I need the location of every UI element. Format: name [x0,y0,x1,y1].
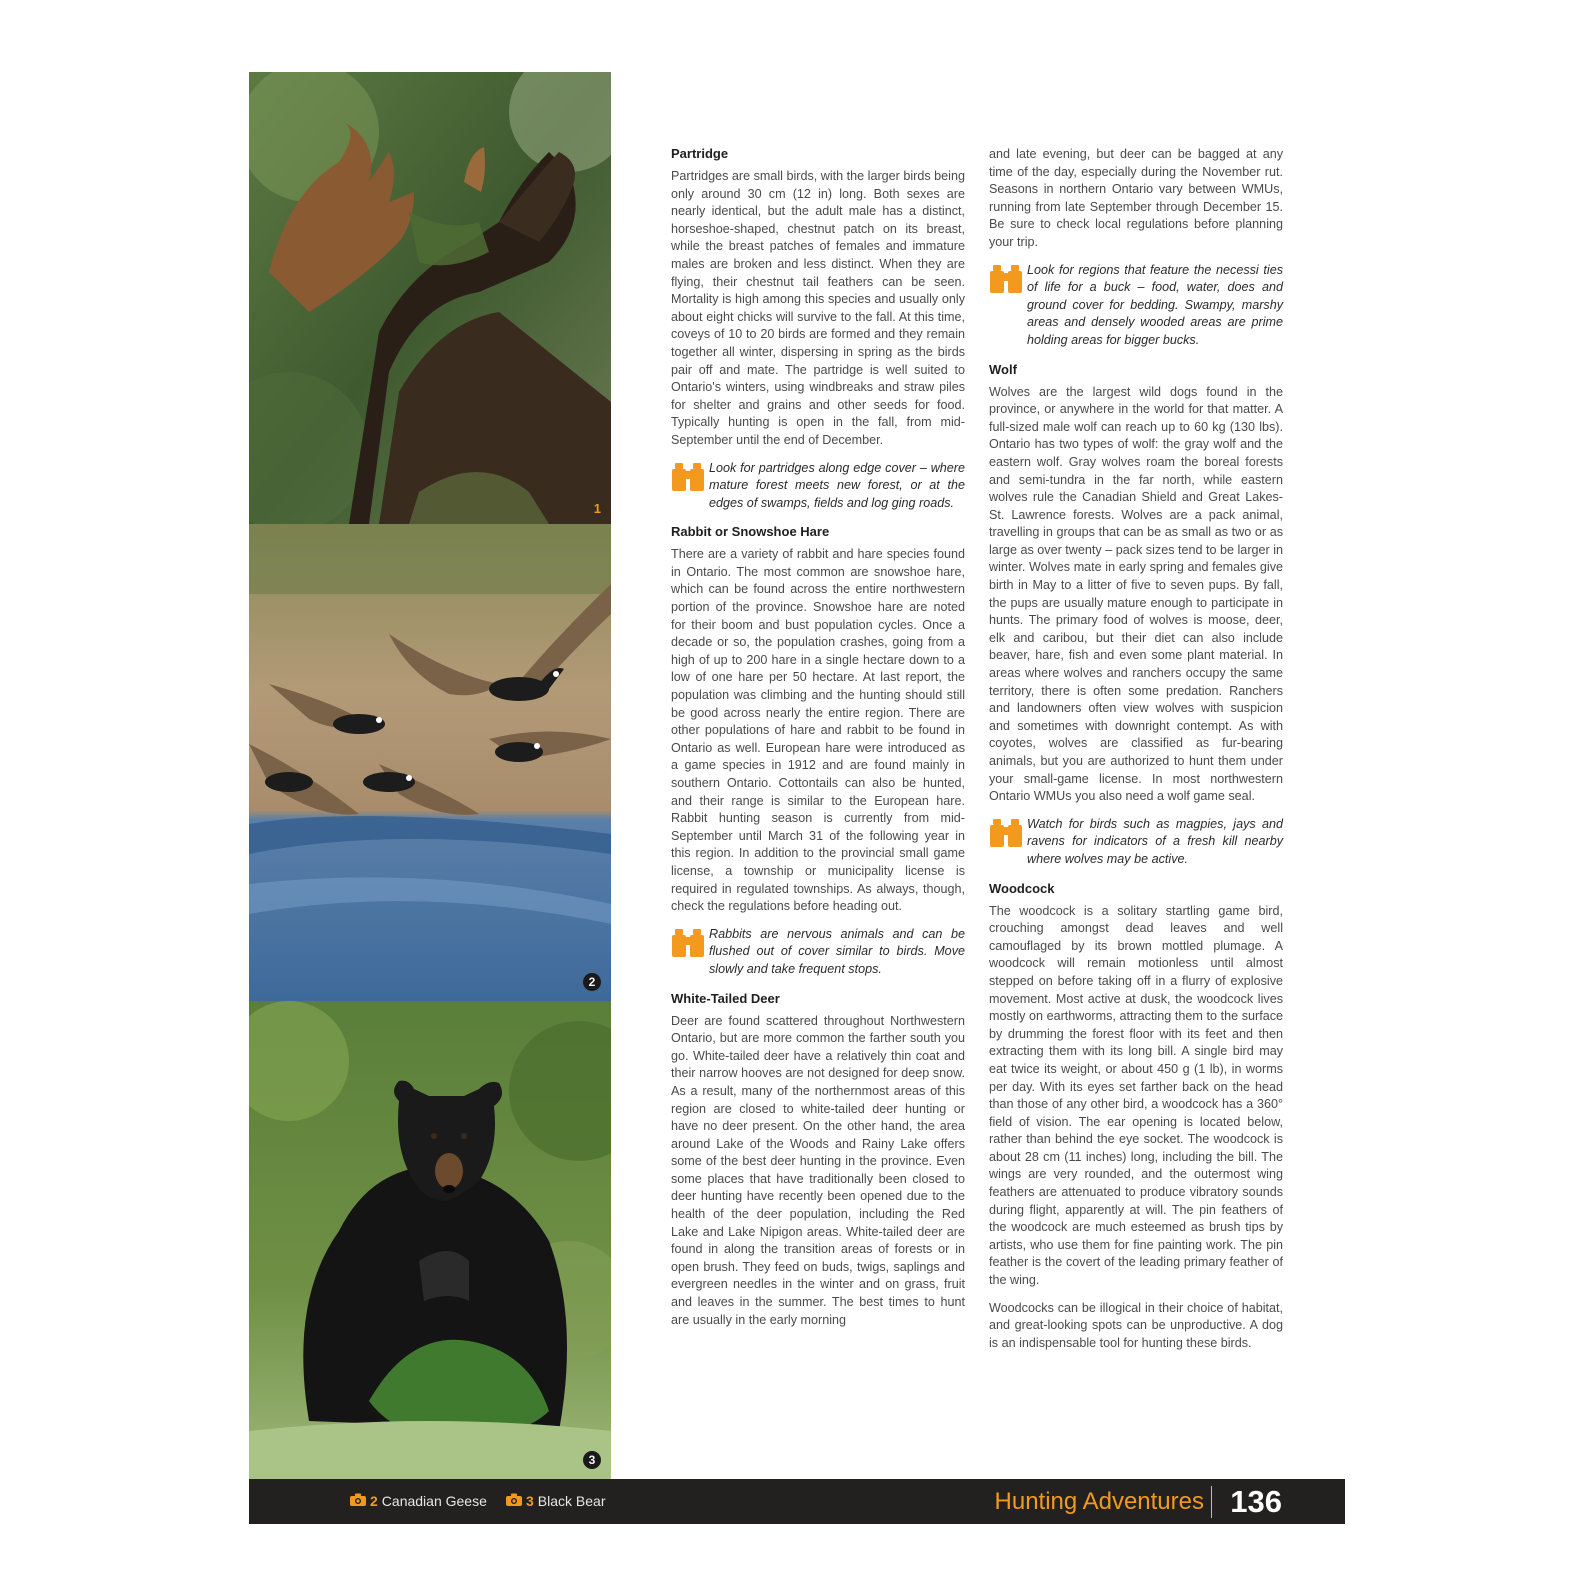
footer-divider [1211,1486,1212,1518]
credit-label: Black Bear [537,1493,606,1509]
photo-moose [249,72,611,524]
photo-canadian-geese [249,524,611,1001]
binoculars-icon [989,262,1027,350]
photo-number-1: 1 [593,501,601,516]
tip-deer [989,262,1283,350]
section-title: Hunting Adventures [994,1488,1204,1515]
page-footer [249,1479,1345,1524]
photo-credit-3 [506,1493,606,1509]
tip-rabbit [671,926,965,979]
text-column-2 [989,146,1283,1362]
heading-rabbit: Rabbit or Snowshoe Hare [671,524,830,540]
credit-label: Canadian Geese [381,1493,487,1509]
photo-number-2: 2 [583,973,601,991]
heading-partridge: Partridge [671,146,729,161]
tip-partridge [671,460,965,513]
tip-text: Watch for birds such as magpies, jays and ravens for indicators of a fresh kill nearby where wolves may be active. [1027,816,1283,866]
binoculars-icon [671,926,709,979]
photo-black-bear [249,1001,611,1479]
body-partridge: Partridges are small birds, with the larger birds being only around 30 cm (12 in) long. Both sexes are nearly identical, but the adult male has a distinct, horseshoe-shaped, chestnut patch on its breast, while the breast patches of females and immature males are broken and less distinct. When they are flying, their chestnut tail feathers can be seen. Mortality is high among this species and usually only about eight chicks will survive to the fall. At this time, coveys of 10 to 20 birds are formed and they remain together all winter, dispersing in spring as the birds pair off and mate. The partridge is well suited to Ontario's winters, using windbreaks and straw piles for shelter and grains and other seeds for food. Typically hunting is open in the fall, from mid-September until the end of December. [671,169,965,447]
tip-wolf [989,816,1283,869]
camera-icon [350,1493,366,1509]
body-woodcock-2: Woodcocks can be illogical in their choice of habitat, and great-looking spots can be unproductive. A dog is an indispensable tool for hunting these birds. [989,1300,1283,1350]
body-wolf: Wolves are the largest wild dogs found in the province, or anywhere in the world for that matter. A full-sized male wolf can reach up to 60 kg (130 lbs). Ontario has two types of wolf: the gray wolf and the eastern wolf. Gray wolves roam the boreal forests and semi-tundra in the far north, while eastern wolves rule the Canadian Shield and Great Lakes-St. Lawrence forests. Wolves are a pack animal, travelling in groups that can be as small as two or as large as over twenty – pack sizes tend to be larger in winter. Wolves mate in early spring and females give birth in May to a litter of five to seven pups. By fall, the pups are usually mature enough to participate in hunts. The primary food of wolves is moose, deer, elk and caribou, but their diet can also include beaver, hare, fish and even some plant material. In areas where wolves and ranchers occupy the same territory, there is often some predation. Ranchers and landowners often view wolves with suspicion and sometimes with downright contempt. As with coyotes, wolves are classified as fur-bearing animals, but you are authorized to hunt them under your small-game license. In most northwestern Ontario WMUs you also need a wolf game seal. [989,384,1284,804]
body-rabbit: There are a variety of rabbit and hare species found in Ontario. The most common are snowshoe hare, which can be found across the entire northwestern portion of the province. Snowshoe hare are noted for their boom and bust population cycles. Once a decade or so, the population crashes, going from a high of up to 200 hare in a single hectare down to a low of one hare per 50 hectare. At last report, the population was climbing and the hunting should still be good across nearly the entire region. There are other populations of hare and rabbit to be found in Ontario as well. European hare were introduced as a game species in 1912 and are found mainly in southern Ontario. Cottontails can also be hunted, and their range is similar to the European hare. Rabbit hunting season is currently from mid-September until March 31 of the following year in this region. In addition to the provincial small game license, a township or municipality license is required in regulated townships. As always, though, check the regulations before heading out. [671,547,965,914]
tip-text: Look for partridges along edge cover – where mature forest meets new forest, or at the edges of swamps, fields and log ging roads. [709,460,965,510]
geese-illustration [249,524,611,1001]
bear-illustration [249,1001,611,1479]
photo-credit-2 [350,1493,487,1509]
tip-text: Rabbits are nervous animals and can be flushed out of cover similar to birds. Move slowly and take frequent stops. [709,926,965,976]
credit-number: 3 [526,1493,534,1509]
heading-wolf: Wolf [989,361,1017,377]
body-deer-continued: and late evening, but deer can be bagged at any time of the day, especially during the November rut. Seasons in northern Ontario vary between WMUs, running from late September through December 15. Be sure to check local regulations before planning your trip. [989,147,1283,249]
photo-number-3: 3 [583,1451,601,1469]
heading-woodcock: Woodcock [989,880,1055,896]
body-woodcock-1: The woodcock is a solitary startling game bird, crouching amongst dead leaves and well camouflaged by its brown mottled plumage. A woodcock will remain motionless until almost stepped on before taking off in a flurry of explosive movement. Most active at dusk, the woodcock lives mostly on earthworms, attracting them to the surface by drumming the forest floor with its feet and then extracting them with its long bill. A single bird may eat twice its weight, or about 450 g (1 lb), in worms per day. With its eyes set farther back on the head than those of any other bird, a woodcock has a 360° field of vision. The ear opening is located below, rather than behind the eye socket. The woodcock is about 28 cm (11 inches) long, including the bill. The wings are very rounded, and the outermost wing feathers are attenuated to produce vibratory sounds during flight, apparently at will. The pin feathers of the woodcock are much esteemed as brush tips by artists, who use them for fine painting work. The pin feather is the covert of the leading primary feather of the wing. [989,903,1283,1288]
tip-text: Look for regions that feature the necessi ties of life for a buck – food, water, does and ground cover for bedding. Swampy, marshy areas and densely wooded areas are prime holding areas for bigger bucks. [1027,262,1283,347]
camera-icon [506,1493,522,1509]
moose-illustration [249,72,611,524]
text-column-1 [671,146,965,1339]
credit-number: 2 [370,1493,378,1509]
body-deer: Deer are found scattered throughout Northwestern Ontario, but are more common the farther south you go. White-tailed deer have a relatively thin coat and their narrow hooves are not designed for deep snow. As a result, many of the northernmost areas of this region are closed to white-tailed deer hunting or have no deer present. On the other hand, the area around Lake of the Woods and Rainy Lake offers some of the best deer hunting in the province. Even some places that have traditionally been closed to deer hunting have recently been opened due to the health of the deer population, including the Red Lake and Lake Nipigon areas. White-tailed deer are found in along the transition areas of forests or in open brush. They feed on buds, twigs, saplings and evergreen needles in the winter and on grass, fruit and leaves in the summer. The best times to hunt are usually in the early morning [671,1013,965,1327]
heading-deer: White-Tailed Deer [671,990,780,1006]
binoculars-icon [671,460,709,513]
page-number: 136 [1230,1484,1282,1519]
binoculars-icon [989,816,1027,869]
